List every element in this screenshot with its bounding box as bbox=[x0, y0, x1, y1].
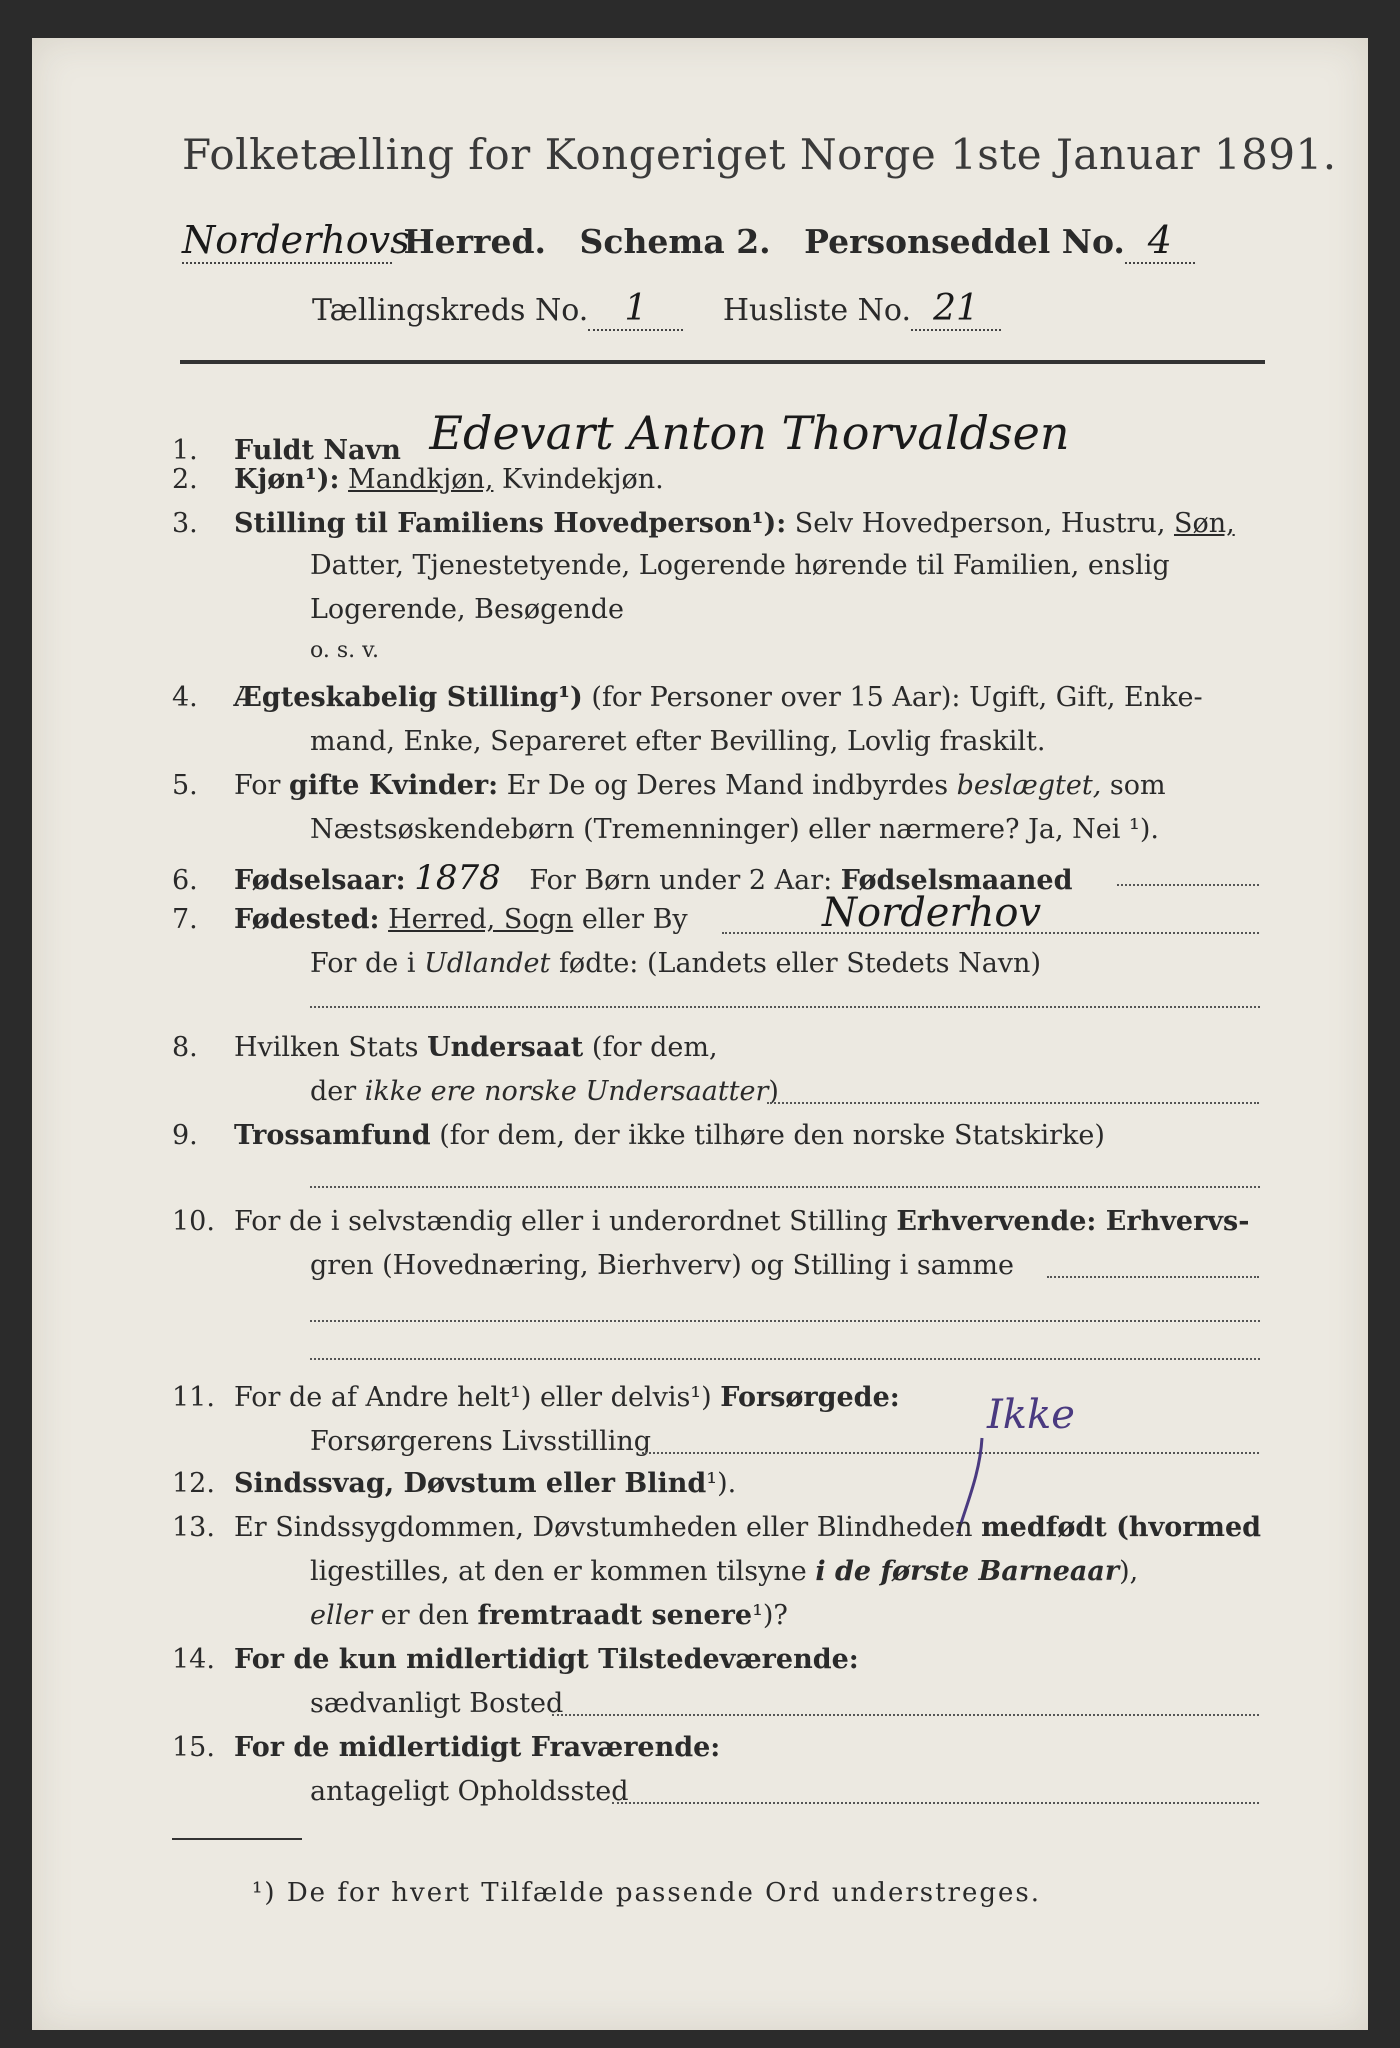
field-5: 5. For gifte Kvinder: Er De og Deres Mand indbyrdes beslægtet, som bbox=[172, 770, 1166, 801]
field-11: 11. For de af Andre helt¹) eller delvis¹) Forsørgede: bbox=[172, 1382, 900, 1413]
usual-residence-fill bbox=[552, 1714, 1259, 1716]
tallingskreds-line bbox=[312, 288, 1001, 331]
personseddel-label: Personseddel No. bbox=[804, 222, 1125, 261]
schema-line bbox=[182, 218, 1195, 264]
field-8: 8. Hvilken Stats Undersaat (for dem, bbox=[172, 1032, 718, 1063]
occupation-fill-3 bbox=[310, 1358, 1260, 1360]
personseddel-value: 4 bbox=[1125, 218, 1195, 264]
foreign-place-fill bbox=[310, 1006, 1260, 1008]
field-13: 13. Er Sindssygdommen, Døvstumheden eller Blindheden medfødt (hvormed bbox=[172, 1512, 1262, 1543]
provider-value: Ikke bbox=[987, 1392, 1075, 1438]
field-12: 12. Sindssvag, Døvstum eller Blind¹). bbox=[172, 1468, 737, 1499]
form-title: Folketælling for Kongeriget Norge 1ste Januar 1891. bbox=[182, 130, 1337, 179]
field-6: 6. Fødselsaar: 1878 For Børn under 2 Aar: Fødselsmaaned bbox=[172, 858, 1073, 898]
field-4: 4. Ægteskabelig Stilling¹) (for Personer over 15 Aar): Ugift, Gift, Enke- bbox=[172, 682, 1203, 713]
field-3-line2: Datter, Tjenestetyende, Logerende hørende til Familien, enslig bbox=[310, 550, 1170, 581]
tallingskreds-value: 1 bbox=[588, 288, 683, 331]
field-7: 7. Fødested: Herred, Sogn eller By bbox=[172, 904, 688, 935]
field-3-line4: o. s. v. bbox=[310, 638, 379, 663]
schema-label: Schema 2. bbox=[579, 222, 771, 261]
header-divider bbox=[180, 360, 1265, 364]
field-15: 15. For de midlertidigt Fraværende: bbox=[172, 1732, 721, 1763]
occupation-fill-1 bbox=[1047, 1276, 1259, 1278]
religion-fill bbox=[310, 1186, 1260, 1188]
provider-fill bbox=[642, 1452, 1259, 1454]
field-10: 10. For de i selvstændig eller i underordnet Stilling Erhvervende: Erhvervs- bbox=[172, 1206, 1250, 1237]
field-14-line2: sædvanligt Bosted bbox=[310, 1688, 564, 1719]
field-13-line2: ligestilles, at den er kommen tilsyne i de første Barneaar), bbox=[310, 1556, 1139, 1587]
field-15-line2: antageligt Opholdssted bbox=[310, 1776, 629, 1807]
field-3: 3. Stilling til Familiens Hovedperson¹): Selv Hovedperson, Hustru, Søn, bbox=[172, 508, 1235, 539]
herred-name: Norderhovs bbox=[182, 218, 410, 262]
field-14: 14. For de kun midlertidigt Tilstedeværende: bbox=[172, 1644, 859, 1675]
census-form bbox=[32, 38, 1368, 2030]
field-9: 9. Trossamfund (for dem, der ikke tilhøre den norske Statskirke) bbox=[172, 1120, 1105, 1151]
birthplace-value: Norderhov bbox=[822, 890, 1042, 936]
birth-month-fill bbox=[1117, 884, 1259, 886]
birth-year-value: 1878 bbox=[414, 858, 501, 898]
field-5-line2: Næstsøskendebørn (Tremenninger) eller nærmere? Ja, Nei ¹). bbox=[310, 814, 1159, 845]
field-4-line2: mand, Enke, Separeret efter Bevilling, Lovlig fraskilt. bbox=[310, 726, 1046, 757]
field-7-line2: For de i Udlandet fødte: (Landets eller Stedets Navn) bbox=[310, 948, 1041, 979]
husliste-label: Husliste No. bbox=[722, 293, 912, 328]
field-10-line2: gren (Hovednæring, Bierhverv) og Stilling i samme bbox=[310, 1250, 1015, 1281]
whereabouts-fill bbox=[612, 1802, 1259, 1804]
field-11-line2: Forsørgerens Livsstilling bbox=[310, 1426, 652, 1457]
full-name-value: Edevart Anton Thorvaldsen bbox=[429, 406, 1070, 460]
herred-label: Herred. bbox=[403, 222, 547, 261]
husliste-value: 21 bbox=[911, 288, 1001, 331]
field-8-line2: der ikke ere norske Undersaatter) bbox=[310, 1076, 779, 1107]
citizenship-fill bbox=[767, 1102, 1259, 1104]
footnote-divider bbox=[172, 1838, 302, 1840]
tallingskreds-label: Tællingskreds No. bbox=[312, 293, 589, 328]
field-1: 1. Fuldt Navn Edevart Anton Thorvaldsen bbox=[172, 406, 1070, 466]
footnote: ¹) De for hvert Tilfælde passende Ord understreges. bbox=[252, 1878, 1042, 1908]
occupation-fill-2 bbox=[310, 1320, 1260, 1322]
field-13-line3: eller er den fremtraadt senere¹)? bbox=[310, 1600, 788, 1631]
field-3-line3: Logerende, Besøgende bbox=[310, 594, 624, 625]
field-2: 2. Kjøn¹): Mandkjøn, Kvindekjøn. bbox=[172, 464, 664, 495]
